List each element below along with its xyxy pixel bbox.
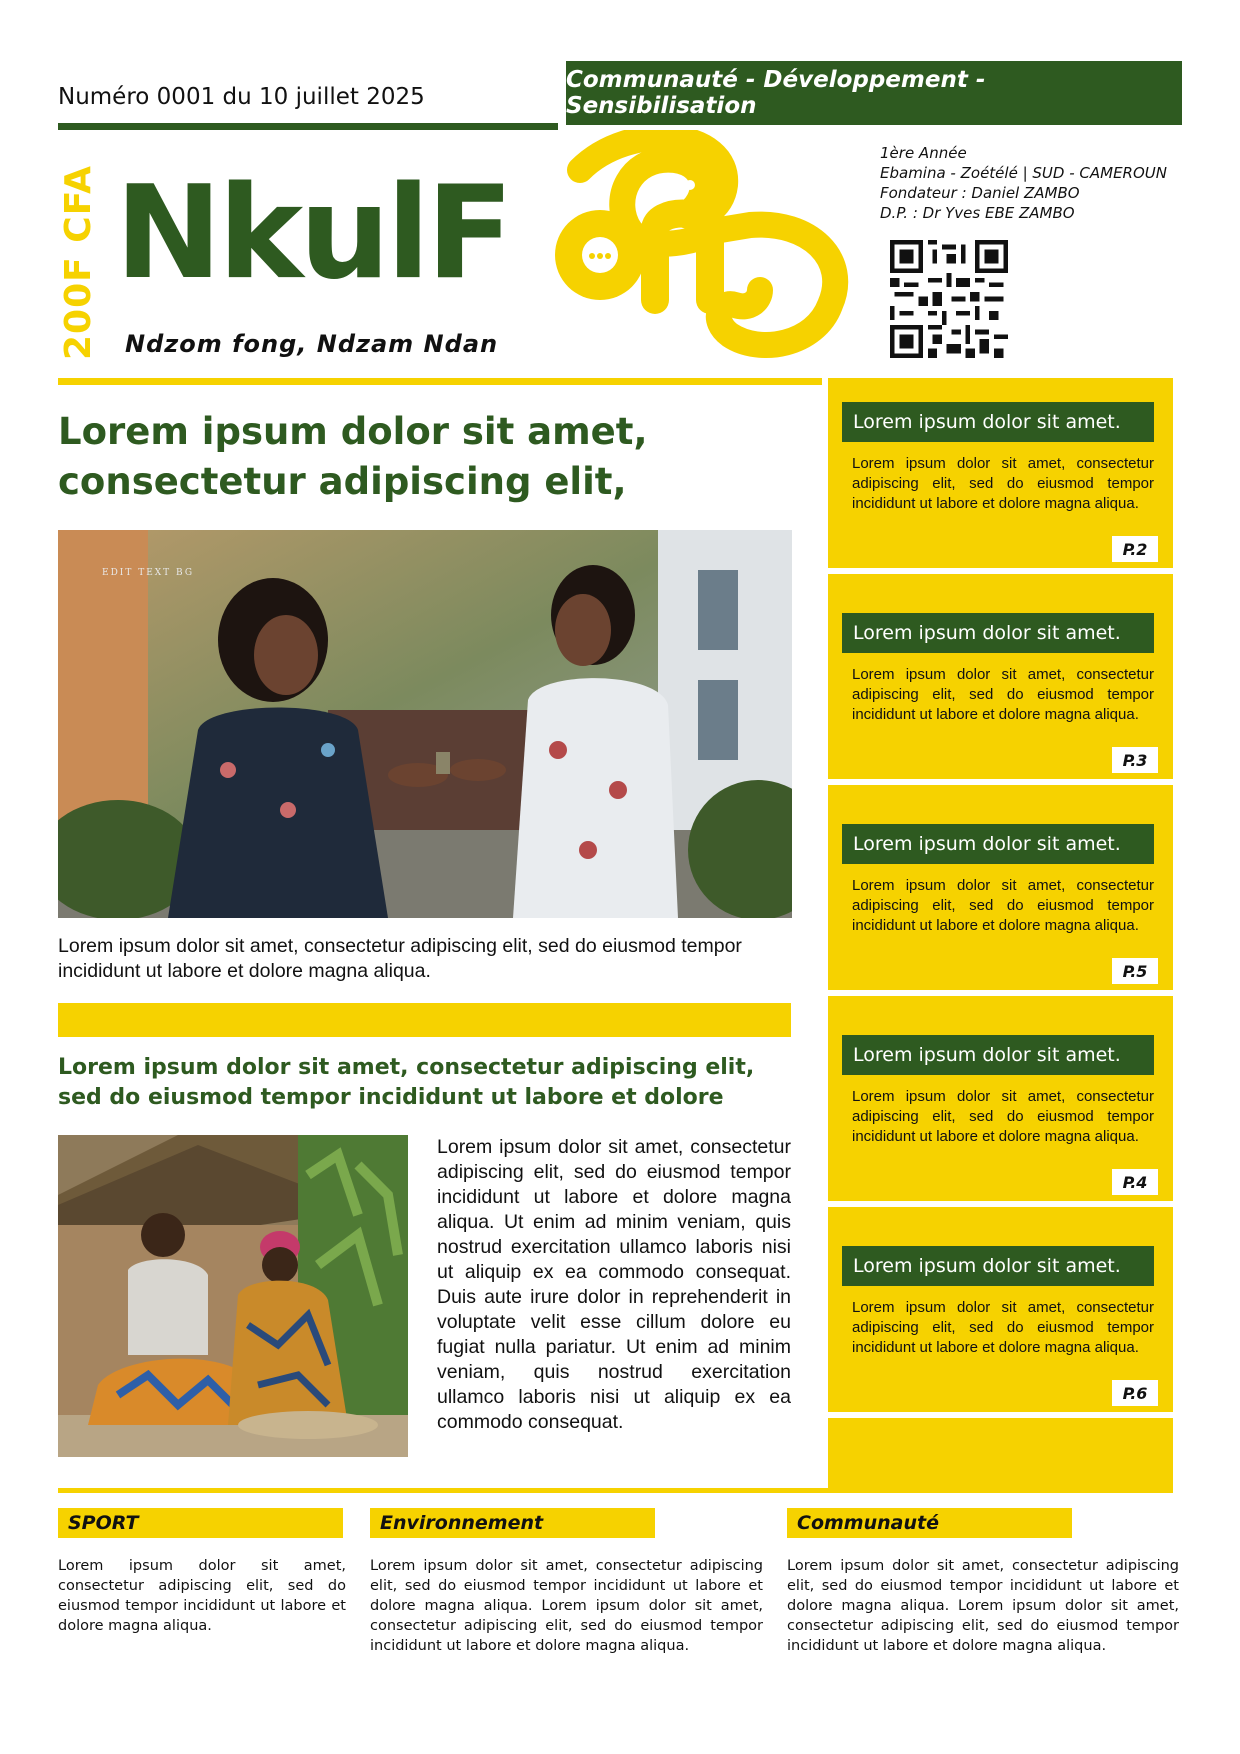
teaser-body: Lorem ipsum dolor sit amet, consectetur adipiscing elit, sed do eiusmod tempor incididunt ut labore et dolore magna aliqua.: [852, 1088, 1154, 1145]
tagline-banner: Communauté - Développement - Sensibilisation: [566, 61, 1182, 125]
teaser-body: Lorem ipsum dolor sit amet, consectetur adipiscing elit, sed do eiusmod tempor incididunt ut labore et dolore magna aliqua.: [852, 455, 1154, 512]
teaser-page-ref[interactable]: P.5: [1112, 958, 1158, 984]
second-photo-image: [58, 1135, 408, 1457]
teaser-page-ref[interactable]: P.3: [1112, 747, 1158, 773]
photo-overlay-label: EDIT TEXT BG: [102, 568, 195, 578]
teaser-card[interactable]: [822, 384, 1173, 570]
second-article-body: Lorem ipsum dolor sit amet, consectetur adipiscing elit, sed do eiusmod tempor incididunt ut labore et dolore magna aliqua. Ut enim ad minim veniam, quis nostrud exercitation ullamco laboris nisi ut aliquip ex ea commodo consequat. Duis aute irure dolor in reprehenderit in voluptate velit esse cillum dolore eu fugiat nulla pariatur. Ut enim ad minim veniam, quis nostrud exercitation ullamco laboris nisi ut aliquip ex ea commodo consequat.: [437, 1136, 791, 1433]
teaser-title: Lorem ipsum dolor sit amet.: [842, 613, 1154, 653]
footer-divider: [58, 1488, 1173, 1493]
lead-photo[interactable]: [58, 530, 792, 918]
teaser-page-ref[interactable]: P.2: [1112, 536, 1158, 562]
teaser-separator: [822, 1201, 1173, 1207]
second-article-headline[interactable]: Lorem ipsum dolor sit amet, consectetur adipiscing elit, sed do eiusmod tempor incididunt ut labore et dolore: [58, 1055, 755, 1110]
header-top-rule: [58, 123, 558, 130]
teaser-separator: [822, 779, 1173, 785]
meta-year: 1ère Année: [880, 144, 967, 162]
section-tag-environnement[interactable]: Environnement: [370, 1508, 655, 1538]
teaser-body: Lorem ipsum dolor sit amet, consectetur adipiscing elit, sed do eiusmod tempor incididunt ut labore et dolore magna aliqua.: [852, 877, 1154, 934]
masthead-wordmark-green: NkulF: [115, 159, 510, 308]
teaser-title: Lorem ipsum dolor sit amet.: [842, 824, 1154, 864]
masthead-slogan: Ndzom fong, Ndzam Ndan: [125, 330, 499, 358]
teaser-page-ref[interactable]: P.6: [1112, 1380, 1158, 1406]
meta-founder: Fondateur : Daniel ZAMBO: [880, 184, 1080, 202]
lead-photo-image: [58, 530, 792, 918]
lead-photo-caption: Lorem ipsum dolor sit amet, consectetur adipiscing elit, sed do eiusmod tempor incididunt ut labore et dolore magna aliqua.: [58, 935, 742, 982]
publication-meta: [880, 143, 1167, 223]
teaser-title: Lorem ipsum dolor sit amet.: [842, 402, 1154, 442]
teaser-title: Lorem ipsum dolor sit amet.: [842, 1246, 1154, 1286]
teaser-card[interactable]: [822, 595, 1173, 781]
footer-column-text: Lorem ipsum dolor sit amet, consectetur adipiscing elit, sed do eiusmod tempor incididunt ut labore et dolore magna aliqua. Lorem ipsum dolor sit amet, consectetur adipiscing elit, sed do eiusmod tempor incididunt ut labore et dolore magna aliqua.: [787, 1558, 1179, 1654]
teaser-title: Lorem ipsum dolor sit amet.: [842, 1035, 1154, 1075]
section-tag-communaute[interactable]: Communauté: [787, 1508, 1072, 1538]
meta-location: Ebamina - Zoétélé | SUD - CAMEROUN: [880, 164, 1167, 182]
teaser-body: Lorem ipsum dolor sit amet, consectetur adipiscing elit, sed do eiusmod tempor incididunt ut labore et dolore magna aliqua.: [852, 1299, 1154, 1356]
teaser-body: Lorem ipsum dolor sit amet, consectetur adipiscing elit, sed do eiusmod tempor incididunt ut labore et dolore magna aliqua.: [852, 666, 1154, 723]
meta-dp: D.P. : Dr Yves EBE ZAMBO: [880, 204, 1075, 222]
footer-column-text: Lorem ipsum dolor sit amet, consectetur adipiscing elit, sed do eiusmod tempor incididunt ut labore et dolore magna aliqua. Lorem ipsum dolor sit amet, consectetur adipiscing elit, sed do eiusmod tempor incididunt ut labore et dolore magna aliqua.: [370, 1558, 763, 1654]
teaser-separator: [822, 568, 1173, 574]
teaser-separator: [822, 1412, 1173, 1418]
issue-number: Numéro 0001 du 10 juillet 2025: [58, 84, 425, 110]
teaser-card[interactable]: [822, 1228, 1173, 1414]
teaser-card[interactable]: [822, 806, 1173, 992]
section-divider-bar: [58, 1003, 791, 1037]
lead-headline[interactable]: Lorem ipsum dolor sit amet, consectetur adipiscing elit,: [58, 410, 648, 503]
masthead-wordmark: [115, 159, 510, 308]
price-label: 200F CFA: [58, 164, 99, 360]
section-tag-sport[interactable]: SPORT: [58, 1508, 343, 1538]
footer-column-text: Lorem ipsum dolor sit amet, consectetur adipiscing elit, sed do eiusmod tempor incididunt ut labore et dolore magna aliqua.: [58, 1558, 346, 1634]
second-article-photo[interactable]: [58, 1135, 408, 1457]
teaser-card[interactable]: [822, 1017, 1173, 1203]
teaser-separator: [822, 990, 1173, 996]
teaser-page-ref[interactable]: P.4: [1112, 1169, 1158, 1195]
qr-code-icon[interactable]: [890, 240, 1008, 358]
